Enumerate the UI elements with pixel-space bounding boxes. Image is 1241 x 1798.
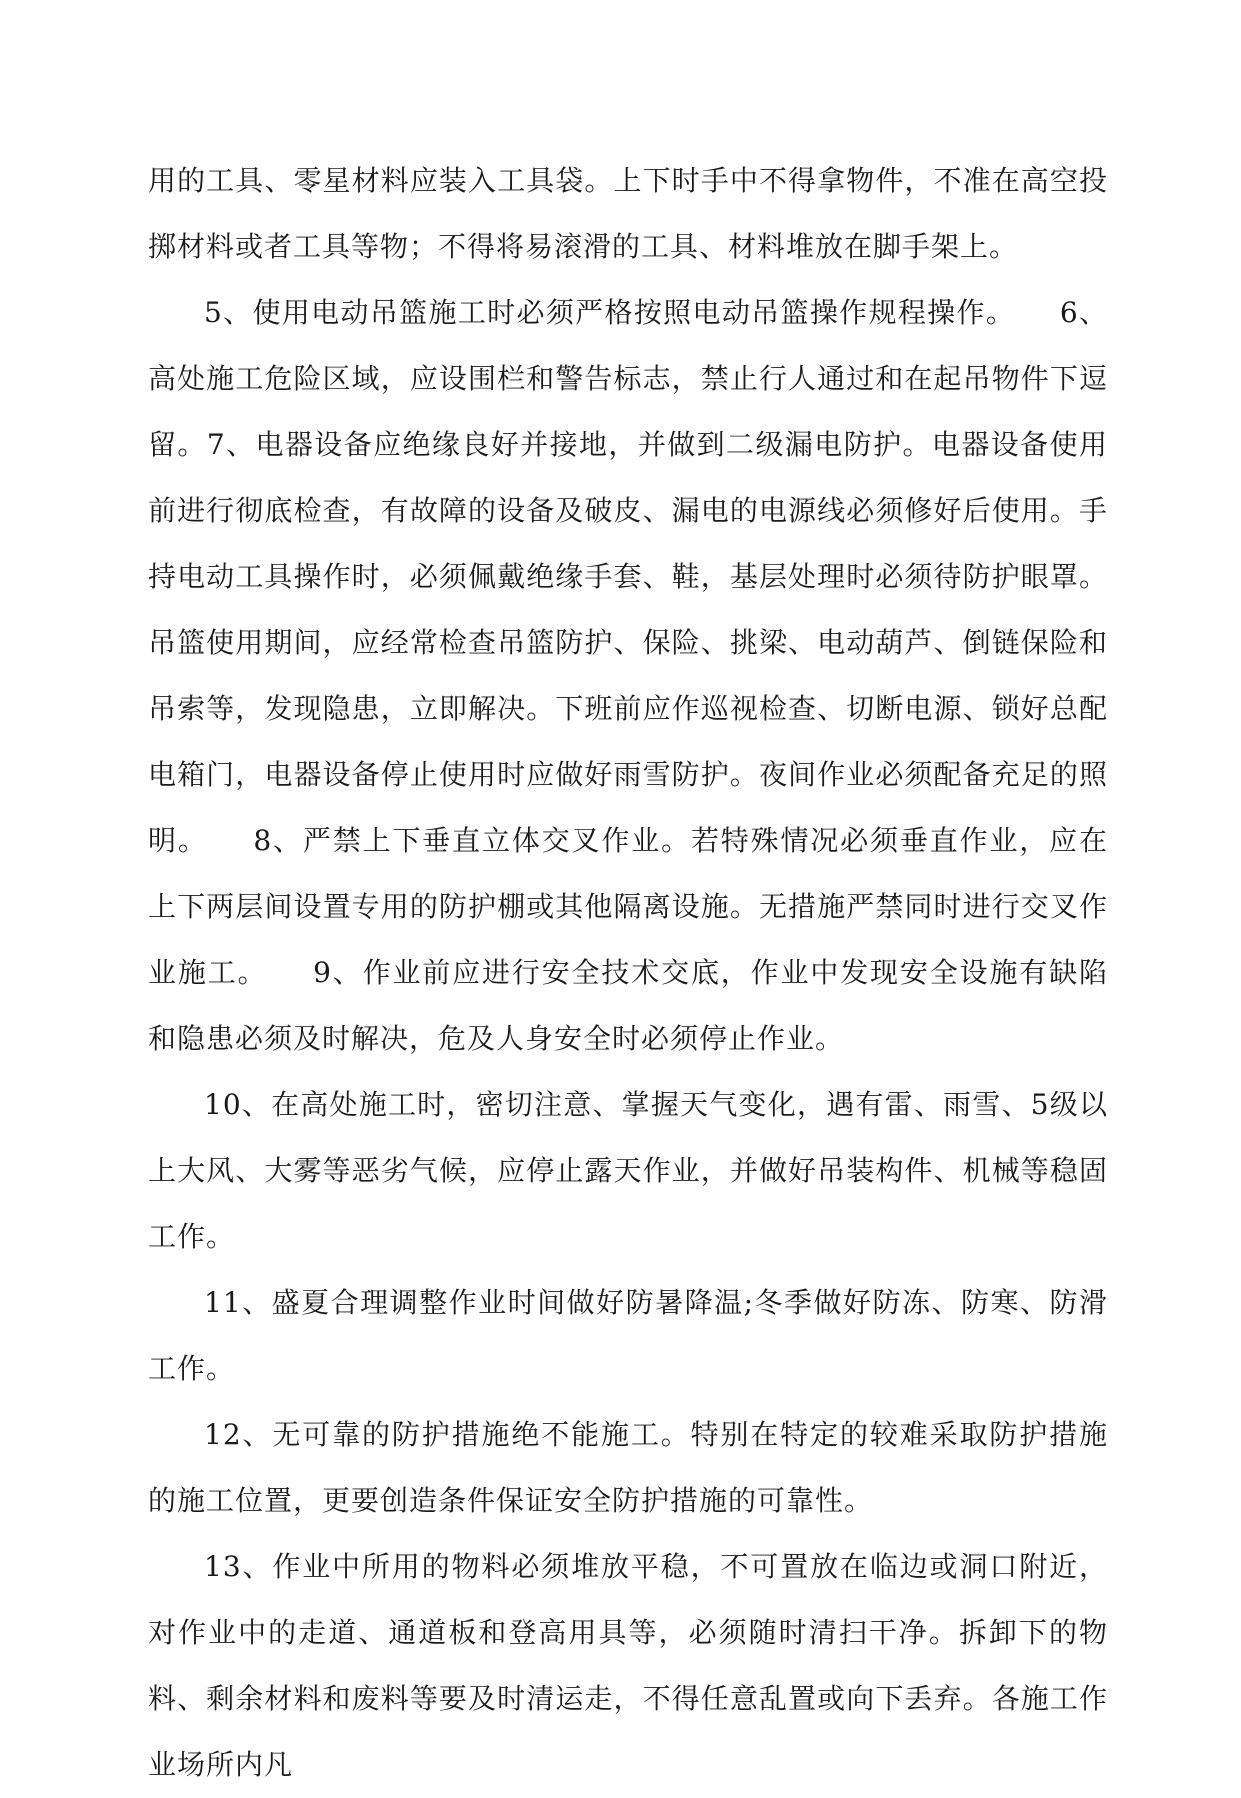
paragraph-item-10: 10、在高处施工时，密切注意、掌握天气变化，遇有雷、雨雪、5级以上大风、大雾等恶劣气候，应停止露天作业，并做好吊装构件、机械等稳固工作。 bbox=[148, 1088, 1108, 1253]
paragraph-item-11: 11、盛夏合理调整作业时间做好防暑降温;冬季做好防冻、防寒、防滑工作。 bbox=[148, 1286, 1108, 1385]
paragraph-item-5-to-9: 5、使用电动吊篮施工时必须严格按照电动吊篮操作规程操作。 6、高处施工危险区域，应设围栏和警告标志，禁止行人通过和在起吊物件下逗留。7、电器设备应绝缘良好并接地，并做到二级漏电防护。电器设备使用前进行彻底检查，有故障的设备及破皮、漏电的电源线必须修好后使用。手持电动工具操作时，必须佩戴绝缘手套、鞋，基层处理时必须待防护眼罩。吊篮使用期间，应经常检查吊篮防护、保险、挑梁、电动葫芦、倒链保险和吊索等，发现隐患，立即解决。下班前应作巡视检查、切断电源、锁好总配电箱门，电器设备停止使用时应做好雨雪防护。夜间作业必须配备充足的照明。 8、严禁上下垂直立体交叉作业。若特殊情况必须垂直作业，应在上下两层间设置专用的防护棚或其他隔离设施。无措施严禁同时进行交叉作业施工。 9、作业前应进行安全技术交底，作业中发现安全设施有缺陷和隐患必须及时解决，危及人身安全时必须停止作业。 bbox=[148, 296, 1108, 1055]
paragraph-item-13: 13、作业中所用的物料必须堆放平稳，不可置放在临边或洞口附近，对作业中的走道、通道板和登高用具等，必须随时清扫干净。拆卸下的物料、剩余材料和废料等要及时清运走，不得任意乱置或向下丢弃。各施工作业场所内凡 bbox=[148, 1550, 1108, 1781]
paragraph-item-12: 12、无可靠的防护措施绝不能施工。特别在特定的较难采取防护措施的施工位置，更要创造条件保证安全防护措施的可靠性。 bbox=[148, 1418, 1108, 1517]
paragraph-continuation: 用的工具、零星材料应装入工具袋。上下时手中不得拿物件，不准在高空投掷材料或者工具等物；不得将易滚滑的工具、材料堆放在脚手架上。 bbox=[148, 164, 1108, 263]
document-body bbox=[148, 148, 1108, 1798]
